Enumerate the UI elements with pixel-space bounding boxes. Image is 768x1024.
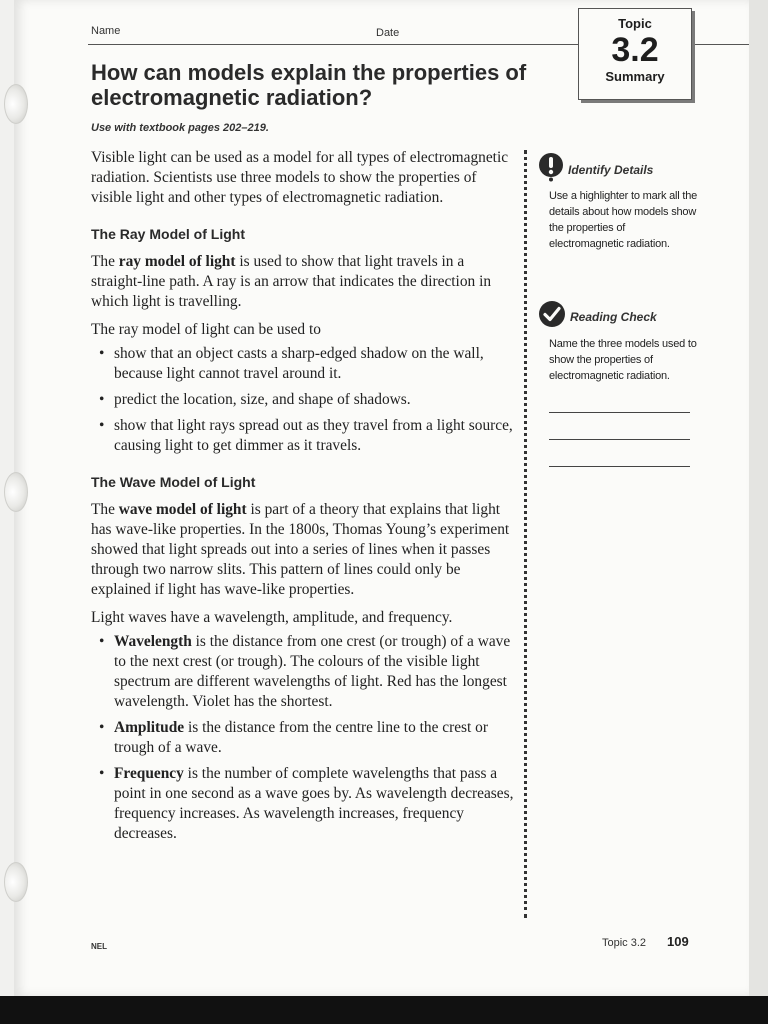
list-item: • show that light rays spread out as they travel from a light source, causing light to get dimmer as it travels. xyxy=(91,416,515,456)
binder-hole-bottom xyxy=(4,862,28,902)
wave-model-heading: The Wave Model of Light xyxy=(91,474,256,490)
frequency-term: Frequency xyxy=(114,765,184,782)
ray-p1-post: is used to show that light travels in a straight-line path. A ray is an arrow that indicates the direction in which light is travelling. xyxy=(91,253,492,310)
wave-properties-intro: Light waves have a wavelength, amplitude, and frequency. xyxy=(91,609,453,626)
textbook-pages-note: Use with textbook pages 202–219. xyxy=(91,122,269,134)
date-label: Date xyxy=(376,27,400,39)
list-item: • show that an object casts a sharp-edged shadow on the wall, because light cannot travel around it. xyxy=(91,344,515,384)
wavelength-term: Wavelength xyxy=(114,633,192,650)
scan-bottom-border xyxy=(0,996,768,1024)
dotted-column-divider xyxy=(524,150,527,918)
ray-model-term: ray model of light xyxy=(118,253,236,270)
amplitude-term: Amplitude xyxy=(114,719,185,736)
main-content xyxy=(91,148,515,852)
identify-details-label: Identify Details xyxy=(568,162,654,177)
wavelength-definition: is the distance from one crest (or trough) of a wave to the next crest (or trough). The colours of the visible light spectrum are different wavelengths of light. Red has the longest wavelength. Violet has the shortest. xyxy=(114,633,511,710)
topic-summary-word: Summary xyxy=(605,69,665,84)
binder-hole-middle xyxy=(4,472,28,512)
topic-number: 3.2 xyxy=(611,31,659,69)
wave-properties-list xyxy=(91,632,515,844)
topic-box xyxy=(578,8,692,100)
answer-line-2[interactable] xyxy=(549,439,690,440)
wave-model-paragraph xyxy=(91,500,515,600)
identify-details-header xyxy=(538,152,653,187)
list-item xyxy=(91,764,515,844)
reading-check-text: Name the three models used to show the properties of electromagnetic radiation. xyxy=(549,338,697,382)
frequency-definition: is the number of complete wavelengths that pass a point in one second as a wave goes by. As wavelength decreases, frequency increases. As wavelength increases, frequency decreases. xyxy=(114,765,514,842)
page-title: How can models explain the properties of electromagnetic radiation? xyxy=(91,60,527,110)
exclamation-icon xyxy=(538,152,564,187)
reading-check-label: Reading Check xyxy=(570,309,657,324)
ray-model-list xyxy=(91,344,515,456)
ray-model-uses-intro: The ray model of light can be used to xyxy=(91,321,321,338)
reading-check-header xyxy=(538,300,657,333)
binder-hole-top xyxy=(4,84,28,124)
answer-line-1[interactable] xyxy=(549,412,690,413)
topic-word: Topic xyxy=(618,16,652,31)
answer-line-3[interactable] xyxy=(549,466,690,467)
intro-paragraph: Visible light can be used as a model for all types of electromagnetic radiation. Scientists use three models to show the properties of visible light and other types of electromagnetic radiation. xyxy=(91,149,509,206)
amplitude-definition: is the distance from the centre line to the crest or trough of a wave. xyxy=(114,719,488,756)
footer-topic-label: Topic 3.2 xyxy=(602,937,647,949)
list-item xyxy=(91,632,515,712)
list-item: • predict the location, size, and shape of shadows. xyxy=(91,390,515,410)
list-item xyxy=(91,718,515,758)
header-rule xyxy=(88,44,578,45)
ray-model-paragraph xyxy=(91,252,515,312)
identify-details-text: Use a highlighter to mark all the details about how models show the properties of electromagnetic radiation. xyxy=(549,190,698,250)
header-rule-right xyxy=(690,44,749,45)
name-label: Name xyxy=(91,25,121,37)
wave-model-term: wave model of light xyxy=(118,501,247,518)
checkmark-icon xyxy=(538,300,566,333)
wave-p1-post: is part of a theory that explains that light has wave-like properties. In the 1800s, Thomas Young’s experiment showed that light spreads out into a series of lines when it passes through two narrow slits. This pattern of lines could only be explained if light has wave-like properties. xyxy=(91,501,510,598)
page-number: 109 xyxy=(667,934,689,949)
publisher-mark: NEL xyxy=(91,942,107,951)
page-edge xyxy=(749,0,768,996)
ray-model-heading: The Ray Model of Light xyxy=(91,226,245,242)
ray-p1-pre: The xyxy=(91,253,119,270)
wave-p1-pre: The xyxy=(91,501,119,518)
